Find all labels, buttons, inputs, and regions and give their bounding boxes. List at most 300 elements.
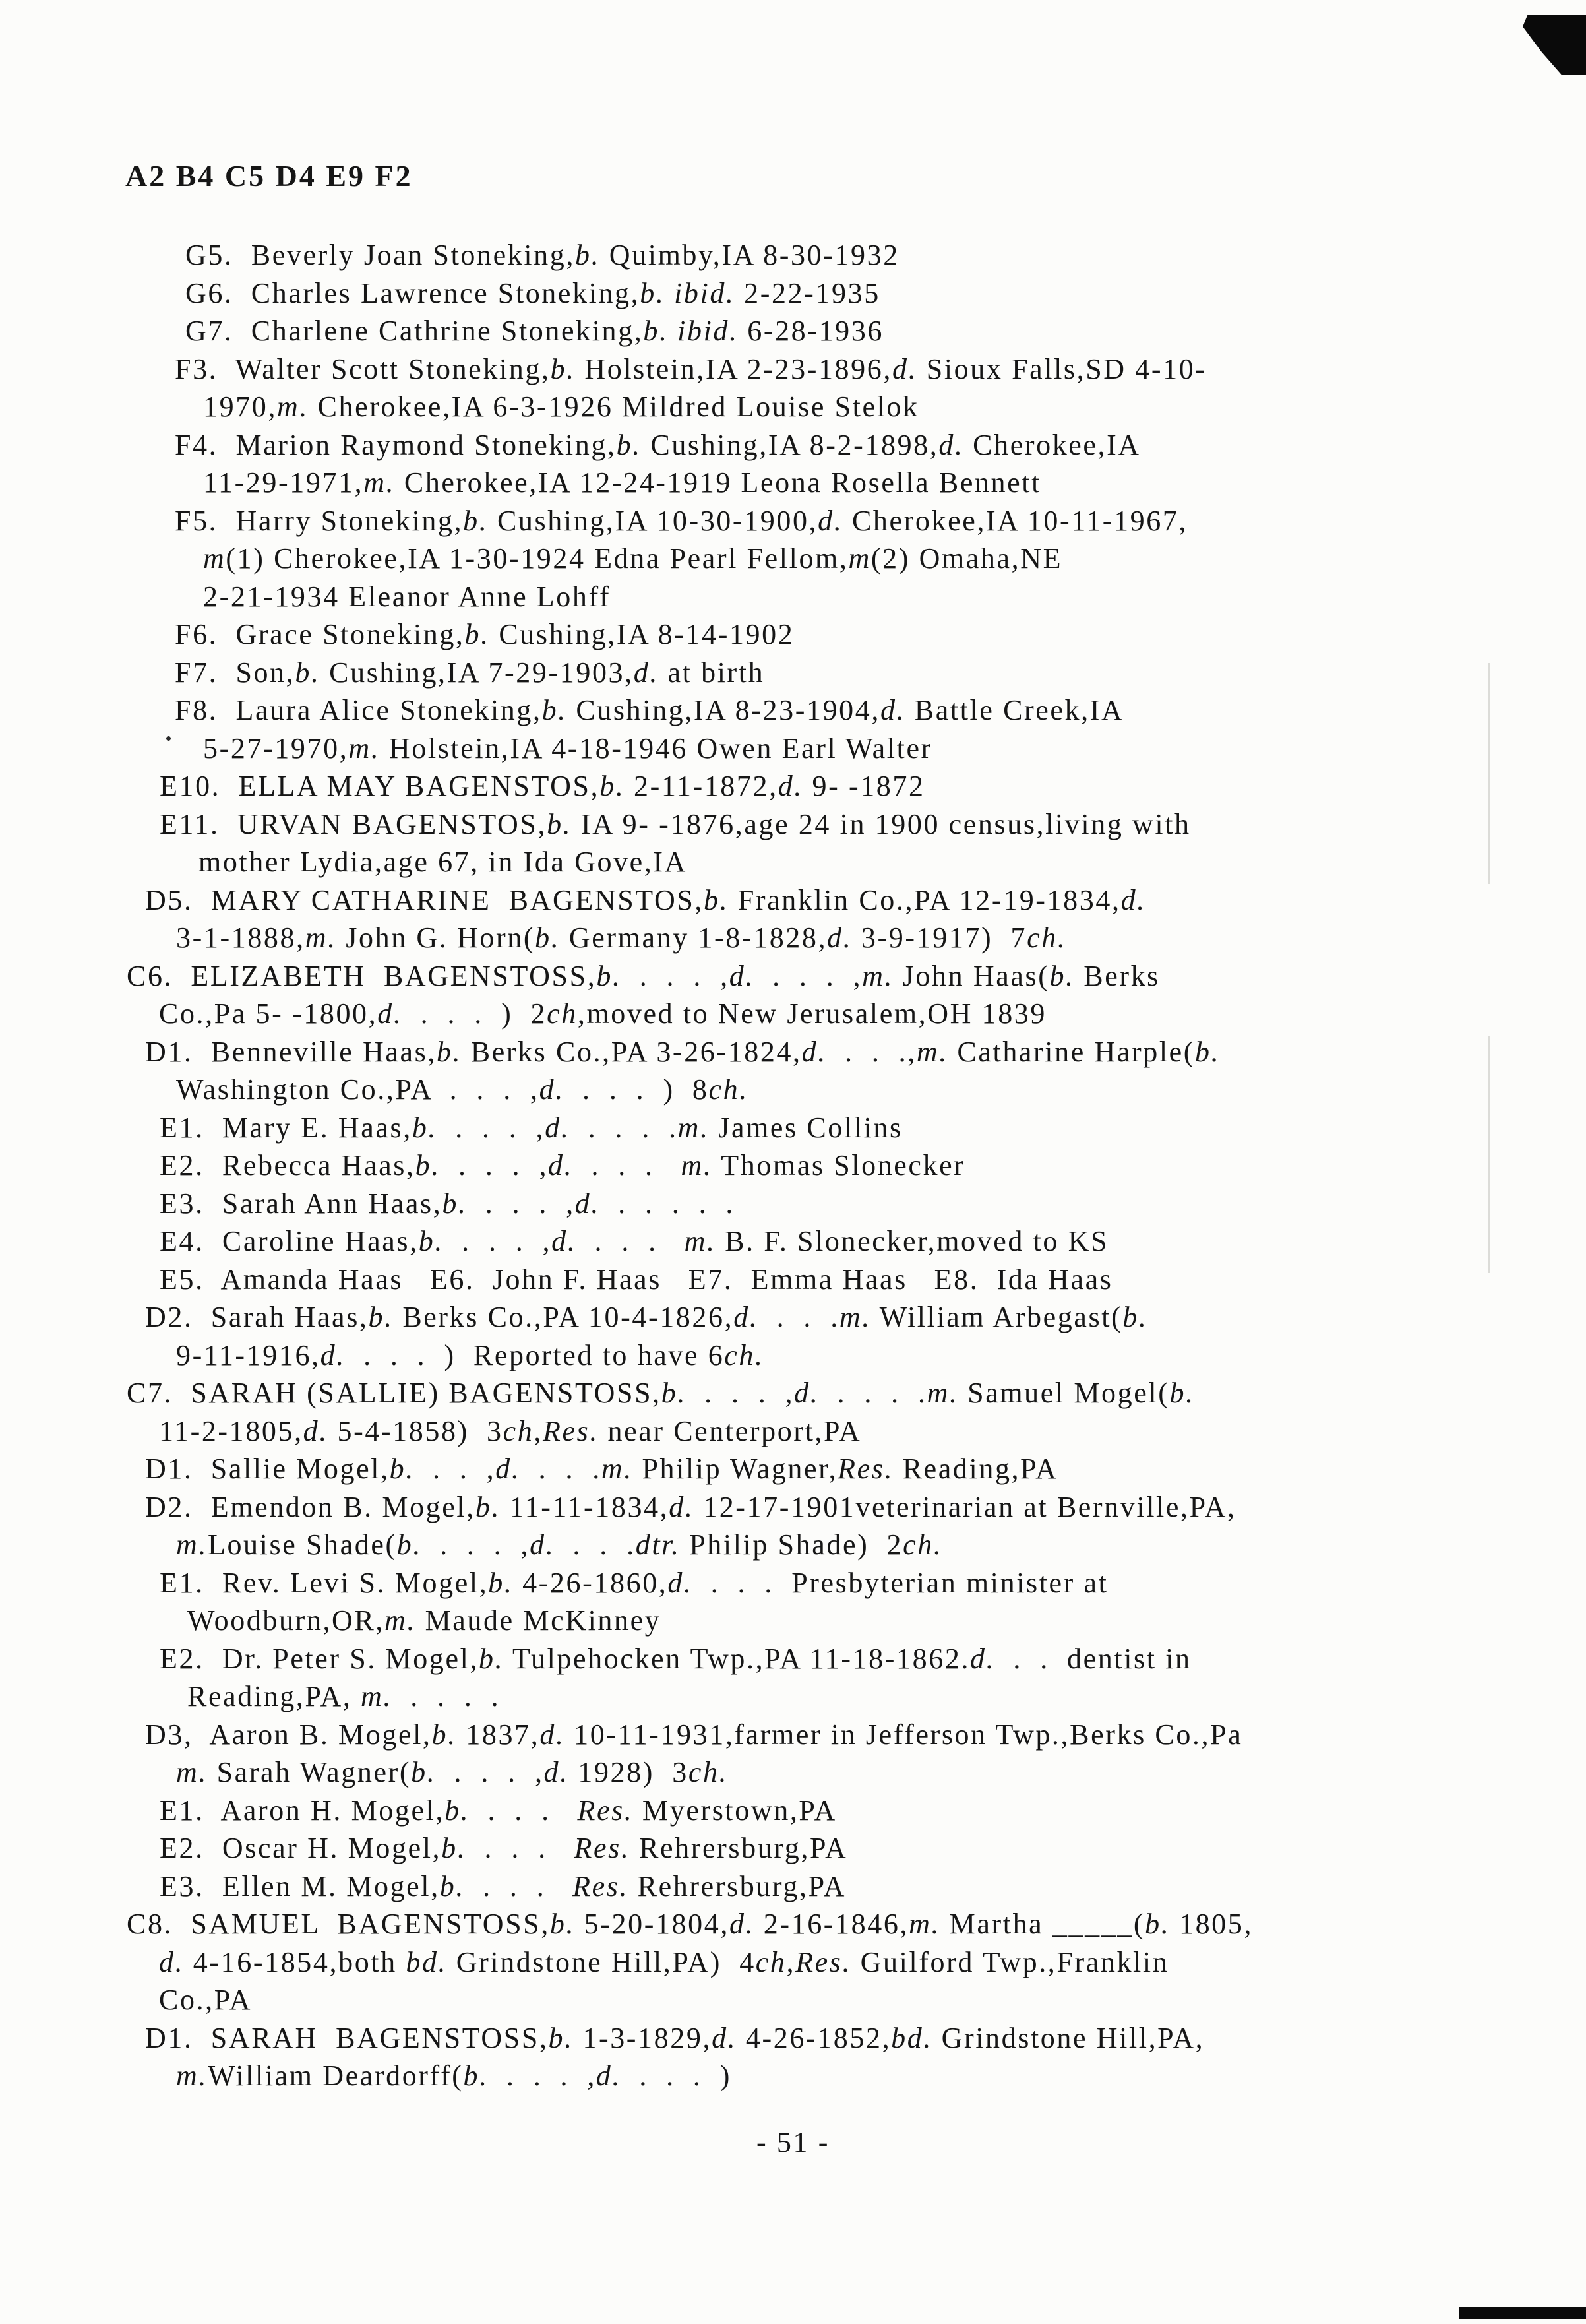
text-segment: b. xyxy=(441,1832,467,1864)
text-line xyxy=(0,691,1586,730)
text-segment: ch. xyxy=(1027,922,1067,954)
text-segment: b. xyxy=(463,504,489,537)
text-segment: E3. Ellen M. Mogel, xyxy=(160,1869,440,1902)
text-segment: . . . . xyxy=(570,1111,678,1144)
text-segment: d. xyxy=(595,2059,622,2092)
text-segment: b. xyxy=(547,807,572,840)
text-segment: 1837, xyxy=(456,1718,540,1751)
text-segment: . . . Presbyterian minister at xyxy=(692,1566,1109,1599)
text-line xyxy=(0,274,1586,313)
text-segment: E3. Sarah Ann Haas, xyxy=(160,1187,442,1220)
text-line xyxy=(0,1222,1586,1261)
text-segment: d. xyxy=(530,1528,555,1561)
text-segment: Holstein,IA 4-18-1946 Owen Earl Walter xyxy=(380,732,932,765)
text-line xyxy=(0,236,1586,274)
text-segment xyxy=(669,315,678,347)
text-segment: 1805, xyxy=(1170,1908,1253,1940)
text-segment: D1. SARAH BAGENSTOSS, xyxy=(145,2021,549,2054)
text-segment: . . . , xyxy=(488,2059,596,2092)
text-segment: d. xyxy=(545,1111,570,1144)
text-segment: b. xyxy=(1122,1301,1148,1333)
text-segment: . . . xyxy=(470,1794,578,1827)
text-line xyxy=(0,730,1586,768)
text-segment: E4. Caroline Haas, xyxy=(160,1225,419,1257)
text-segment: m. xyxy=(176,1756,208,1788)
text-segment: . . . ) xyxy=(621,2059,731,2092)
text-segment: . . . xyxy=(520,1453,601,1485)
text-segment: m. xyxy=(916,1035,948,1068)
text-line xyxy=(0,1981,1586,2019)
text-segment: . . dentist in xyxy=(995,1642,1192,1675)
text-segment: m. xyxy=(277,391,309,423)
text-line xyxy=(0,350,1586,389)
text-segment: D3, Aaron B. Mogel, xyxy=(145,1718,432,1751)
text-line xyxy=(0,805,1586,844)
text-segment: b. xyxy=(704,883,729,916)
text-line xyxy=(0,1868,1586,1906)
text-segment: d. xyxy=(574,1187,600,1220)
text-line xyxy=(0,2019,1586,2057)
text-segment: . . . ) 2 xyxy=(402,997,547,1030)
text-segment: m. xyxy=(677,1111,710,1144)
text-segment: d. xyxy=(539,1718,565,1751)
text-line xyxy=(0,1412,1586,1451)
text-line xyxy=(0,1602,1586,1640)
text-segment: F5. Harry Stoneking, xyxy=(175,504,464,537)
text-segment: ibid. xyxy=(677,315,739,347)
text-line xyxy=(0,1753,1586,1792)
text-segment: d. xyxy=(970,1642,996,1675)
text-segment: G6. Charles Lawrence Stoneking, xyxy=(185,276,640,309)
text-segment: m xyxy=(848,542,871,575)
text-segment: . . . , xyxy=(467,1187,575,1220)
text-segment: William Deardorff( xyxy=(207,2059,464,2092)
text-segment: . . , xyxy=(414,1453,496,1485)
text-segment: . . . ) Reported to have 6 xyxy=(345,1338,725,1371)
text-segment: m. xyxy=(176,1528,208,1561)
text-segment: d. xyxy=(495,1453,521,1485)
text-segment: Samuel Mogel( xyxy=(958,1377,1170,1409)
text-segment: Tulpehocken Twp.,PA 11-18-1862. xyxy=(504,1642,971,1675)
text-segment: . . ., xyxy=(826,1035,917,1068)
text-segment: b. xyxy=(550,352,576,385)
text-segment: Woodburn,OR, xyxy=(187,1604,384,1637)
text-line xyxy=(0,502,1586,540)
text-segment: Louise Shade( xyxy=(207,1528,397,1561)
text-segment: m. xyxy=(909,1908,941,1940)
text-segment: b. xyxy=(442,1187,468,1220)
text-segment: m. xyxy=(681,1149,713,1181)
text-segment: . . . , xyxy=(686,1377,795,1409)
text-segment: b. xyxy=(541,694,567,726)
text-segment: . . . , xyxy=(436,1756,544,1788)
text-segment: James Collins xyxy=(709,1111,903,1144)
text-segment: Res. xyxy=(838,1453,894,1485)
text-segment: E11. URVAN BAGENSTOS, xyxy=(160,807,547,840)
text-line xyxy=(0,1564,1586,1602)
generation-code-header: A2 B4 C5 D4 E9 F2 xyxy=(125,159,413,193)
text-segment: C8. SAMUEL BAGENSTOSS, xyxy=(127,1908,550,1940)
text-segment: F7. Son, xyxy=(175,656,295,689)
text-segment: b. xyxy=(640,276,665,309)
text-segment: b. xyxy=(389,1453,415,1485)
text-segment: m. xyxy=(348,732,381,765)
text-segment: John G. Horn( xyxy=(336,922,535,954)
text-segment: Catharine Harple( xyxy=(948,1035,1196,1068)
text-segment xyxy=(665,277,674,309)
scan-edge-line xyxy=(1488,1036,1490,1273)
text-segment: , xyxy=(534,1414,543,1447)
text-segment: ch xyxy=(503,1414,534,1447)
text-segment: Res. xyxy=(574,1832,630,1864)
text-segment: . . . xyxy=(466,1832,574,1864)
text-segment: bd. xyxy=(891,2021,932,2054)
text-segment: ch. xyxy=(724,1338,764,1371)
text-segment: b. xyxy=(1169,1377,1195,1409)
text-segment: b. xyxy=(599,770,625,802)
text-segment: 4-26-1860, xyxy=(513,1566,668,1599)
text-segment: b. xyxy=(643,315,669,347)
text-segment: 6-28-1936 xyxy=(738,315,884,347)
text-segment: 4-16-1854,both xyxy=(184,1945,406,1978)
text-segment: b. xyxy=(295,656,320,689)
text-segment: d. xyxy=(827,922,853,954)
text-segment: ch. xyxy=(708,1073,748,1106)
text-segment: 4-26-1852, xyxy=(737,2021,892,2054)
text-line xyxy=(0,843,1586,881)
text-segment: G7. Charlene Cathrine Stoneking, xyxy=(185,315,644,347)
text-segment: . . . xyxy=(758,1301,839,1333)
text-segment: d. xyxy=(669,1490,694,1523)
text-segment: . . . . xyxy=(392,1680,501,1712)
text-segment: b. xyxy=(548,2021,574,2054)
text-segment: Philip Wagner, xyxy=(632,1453,838,1485)
text-segment: , xyxy=(786,1945,796,1978)
scan-stray-dot xyxy=(166,736,171,741)
text-line xyxy=(0,1943,1586,1982)
text-segment: m. xyxy=(361,1680,393,1712)
text-segment: 5-27-1970, xyxy=(203,732,349,765)
text-segment: 1928) 3 xyxy=(568,1756,688,1788)
text-segment: Cushing,IA 8-2-1898, xyxy=(641,428,939,461)
text-line xyxy=(0,995,1586,1033)
text-segment: Cherokee,IA 10-11-1967, xyxy=(843,504,1188,537)
text-segment: E2. Oscar H. Mogel, xyxy=(160,1832,442,1864)
text-segment: (2) Omaha,NE xyxy=(870,542,1063,575)
text-line xyxy=(0,1450,1586,1488)
text-segment: at birth xyxy=(658,656,765,689)
text-segment: 1-3-1829, xyxy=(573,2021,712,2054)
text-segment: ,moved to New Jerusalem,OH 1839 xyxy=(577,997,1047,1030)
text-segment: d. xyxy=(633,656,659,689)
text-segment: b. xyxy=(368,1301,394,1333)
page-number: - 51 - xyxy=(756,2126,830,2158)
text-segment: Res. xyxy=(542,1414,599,1447)
text-segment: D2. Emendon B. Mogel, xyxy=(145,1490,475,1523)
text-segment: D1. Sallie Mogel, xyxy=(145,1453,390,1485)
text-segment: F8. Laura Alice Stoneking, xyxy=(175,694,542,726)
text-segment: m. xyxy=(363,466,396,499)
text-line xyxy=(0,1374,1586,1412)
text-segment: b. xyxy=(415,1149,441,1181)
text-segment: (1) Cherokee,IA 1-30-1924 Edna Pearl Fellom, xyxy=(226,542,849,575)
text-line xyxy=(0,1146,1586,1185)
text-segment: d. xyxy=(377,997,403,1030)
text-segment: E2. Dr. Peter S. Mogel, xyxy=(160,1642,479,1675)
text-segment: F3. Walter Scott Stoneking, xyxy=(175,352,551,385)
text-segment: F6. Grace Stoneking, xyxy=(175,618,465,650)
text-segment: Franklin Co.,PA 12-19-1834, xyxy=(729,883,1121,916)
text-segment: . . . , xyxy=(437,1111,545,1144)
text-segment: . . . , xyxy=(754,959,863,992)
text-segment: d. xyxy=(938,428,964,461)
text-segment: . . . xyxy=(555,1528,636,1561)
text-segment: C6. ELIZABETH BAGENSTOSS, xyxy=(127,959,597,992)
text-segment: Cherokee,IA xyxy=(963,428,1141,461)
text-segment: 2-22-1935 xyxy=(735,276,880,309)
text-line xyxy=(0,1792,1586,1830)
text-segment: b. xyxy=(396,1528,422,1561)
text-segment: m. xyxy=(684,1225,716,1257)
text-segment: 9- -1872 xyxy=(803,770,925,802)
text-segment: Res. xyxy=(572,1869,629,1902)
text-line xyxy=(0,312,1586,350)
text-segment: b. xyxy=(411,1756,437,1788)
text-segment: 5-20-1804, xyxy=(575,1908,729,1940)
text-segment: F4. Marion Raymond Stoneking, xyxy=(175,428,617,461)
text-segment: mother Lydia,age 67, in Ida Gove,IA xyxy=(198,846,688,878)
scan-edge-line xyxy=(1488,663,1490,884)
text-segment: E2. Rebecca Haas, xyxy=(160,1149,415,1181)
text-segment: Rehrersburg,PA xyxy=(628,1869,846,1902)
text-segment: Berks Co.,PA 3-26-1824, xyxy=(462,1035,802,1068)
text-line xyxy=(0,540,1586,578)
text-segment: b. xyxy=(574,239,601,271)
text-segment: dtr. xyxy=(635,1528,681,1561)
text-segment: Cushing,IA 7-29-1903, xyxy=(320,656,634,689)
text-segment: ch. xyxy=(688,1756,729,1788)
text-line xyxy=(0,1261,1586,1299)
text-segment: E5. Amanda Haas E6. John F. Haas E7. Emma Haas E8. Ida Haas xyxy=(160,1263,1113,1296)
text-segment: d. xyxy=(729,959,754,992)
text-segment: b. xyxy=(439,1869,465,1902)
text-segment: Co.,Pa 5- -1800, xyxy=(159,997,378,1030)
text-segment: m. xyxy=(862,959,894,992)
text-segment: d. xyxy=(892,352,918,385)
text-segment: m. xyxy=(305,922,337,954)
text-line xyxy=(0,1640,1586,1678)
text-segment: William Arbegast( xyxy=(870,1301,1123,1333)
text-segment: . . . . xyxy=(819,1377,927,1409)
text-segment: m. xyxy=(839,1301,871,1333)
text-segment: near Centerport,PA xyxy=(598,1414,862,1447)
text-segment: Grindstone Hill,PA, xyxy=(932,2021,1205,2054)
text-line xyxy=(0,1298,1586,1336)
text-segment: . . . ) 8 xyxy=(564,1073,709,1106)
text-segment: . . . , xyxy=(443,1225,552,1257)
text-segment: d. xyxy=(712,2021,737,2054)
text-line xyxy=(0,1526,1586,1564)
text-line xyxy=(0,1071,1586,1109)
text-segment: b. xyxy=(535,922,561,954)
text-segment: IA 9- -1876,age 24 in 1900 census,living with xyxy=(572,807,1191,840)
text-segment: Sarah Wagner( xyxy=(207,1756,412,1788)
text-segment: D2. Sarah Haas, xyxy=(145,1301,369,1333)
text-segment: b. xyxy=(475,1490,501,1523)
text-line xyxy=(0,464,1586,502)
scan-artifact-bottom-bar xyxy=(1459,2307,1586,2319)
text-segment: d. xyxy=(778,770,803,802)
text-segment: m. xyxy=(601,1453,633,1485)
text-segment: d. xyxy=(733,1301,759,1333)
text-segment: Washington Co.,PA . . . , xyxy=(176,1073,539,1106)
text-segment: 2-16-1846, xyxy=(754,1908,909,1940)
text-segment: Holstein,IA 2-23-1896, xyxy=(575,352,892,385)
text-segment: 2-11-1872, xyxy=(625,770,778,802)
text-segment: . . . , xyxy=(440,1149,549,1181)
text-segment: Res. xyxy=(795,1945,852,1978)
text-segment: . . . , xyxy=(421,1528,530,1561)
text-segment: d. xyxy=(880,694,906,726)
text-segment: Cherokee,IA 6-3-1926 Mildred Louise Stelok xyxy=(308,391,919,423)
text-line xyxy=(0,1336,1586,1375)
text-segment: 5-4-1858) 3 xyxy=(328,1414,503,1447)
text-segment: Reading,PA xyxy=(894,1453,1058,1485)
text-segment: b. xyxy=(412,1111,438,1144)
text-segment: Thomas Slonecker xyxy=(712,1149,965,1181)
text-segment: d. xyxy=(159,1945,185,1978)
text-segment: Berks Co.,PA 10-4-1826, xyxy=(393,1301,734,1333)
text-segment: E1. Rev. Levi S. Mogel, xyxy=(160,1566,489,1599)
text-line xyxy=(0,2057,1586,2095)
text-segment: d. xyxy=(539,1073,564,1106)
text-segment: 2-21-1934 Eleanor Anne Lohff xyxy=(203,580,611,613)
text-line xyxy=(0,1678,1586,1716)
text-segment: bd. xyxy=(406,1945,448,1978)
text-segment: m. xyxy=(927,1377,959,1409)
text-segment: d. xyxy=(548,1149,574,1181)
text-segment: G5. Beverly Joan Stoneking, xyxy=(185,239,575,271)
text-segment: d. xyxy=(303,1414,328,1447)
text-segment: Philip Shade) 2 xyxy=(680,1528,903,1561)
scan-artifact-corner xyxy=(1523,15,1586,75)
text-line xyxy=(0,578,1586,616)
text-segment: Maude McKinney xyxy=(415,1604,661,1637)
text-segment: b. xyxy=(436,1035,462,1068)
text-segment: . . . xyxy=(576,1225,685,1257)
text-segment: Martha _____( xyxy=(940,1908,1145,1940)
text-segment: Co.,PA xyxy=(159,1984,253,2016)
text-line xyxy=(0,1905,1586,1943)
text-segment: ch xyxy=(755,1945,787,1978)
text-segment: ch. xyxy=(903,1528,943,1561)
text-line xyxy=(0,1829,1586,1868)
text-segment: E1. Mary E. Haas, xyxy=(160,1111,412,1144)
text-segment: b. xyxy=(1195,1035,1221,1068)
text-segment: Germany 1-8-1828, xyxy=(560,922,828,954)
text-segment: C7. SARAH (SALLIE) BAGENSTOSS, xyxy=(127,1377,661,1409)
text-segment: . . . xyxy=(464,1869,573,1902)
text-segment: 9-11-1916, xyxy=(176,1338,320,1371)
text-segment: d. xyxy=(818,504,843,537)
text-segment: Cherokee,IA 12-24-1919 Leona Rosella Bennett xyxy=(395,466,1041,499)
text-segment: John Haas( xyxy=(894,959,1050,992)
text-segment: b. xyxy=(1145,1908,1171,1940)
text-segment: d. xyxy=(1120,883,1146,916)
text-line xyxy=(0,615,1586,654)
text-segment: Rehrersburg,PA xyxy=(630,1832,848,1864)
text-line xyxy=(0,654,1586,692)
text-segment: Cushing,IA 8-14-1902 xyxy=(489,618,795,650)
text-segment: b. xyxy=(431,1718,457,1751)
text-segment: . . . xyxy=(573,1149,681,1181)
text-line xyxy=(0,957,1586,995)
text-segment: Guilford Twp.,Franklin xyxy=(851,1945,1169,1978)
text-segment: m xyxy=(203,542,226,575)
text-segment: 11-29-1971, xyxy=(203,466,364,499)
text-segment: m. xyxy=(384,1604,416,1637)
text-segment: 11-2-1805, xyxy=(159,1414,303,1447)
text-segment: d. xyxy=(320,1338,346,1371)
text-line xyxy=(0,1109,1586,1147)
text-segment: b. xyxy=(463,2059,489,2092)
text-segment: Res. xyxy=(577,1794,634,1827)
text-line xyxy=(0,919,1586,957)
text-segment: d. xyxy=(801,1035,827,1068)
text-line xyxy=(0,881,1586,920)
text-segment: ibid. xyxy=(674,276,735,309)
text-segment: 10-11-1931,farmer in Jefferson Twp.,Berks Co.,Pa xyxy=(564,1718,1243,1751)
text-segment: d. xyxy=(551,1225,577,1257)
text-segment: . . . . . xyxy=(599,1187,735,1220)
text-line xyxy=(0,1716,1586,1754)
text-segment: 1970, xyxy=(203,391,277,423)
text-segment: D1. Benneville Haas, xyxy=(145,1035,437,1068)
text-segment: 12-17-1901veterinarian at Bernville,PA, xyxy=(694,1490,1236,1523)
text-line xyxy=(0,1185,1586,1223)
text-line xyxy=(0,426,1586,464)
text-line xyxy=(0,1033,1586,1071)
text-segment: E1. Aaron H. Mogel, xyxy=(160,1794,445,1827)
text-line xyxy=(0,388,1586,426)
text-segment: Sioux Falls,SD 4-10- xyxy=(917,352,1207,385)
text-segment: D5. MARY CATHARINE BAGENSTOS, xyxy=(145,883,704,916)
text-segment: ch xyxy=(547,997,578,1030)
text-body xyxy=(0,236,1586,2095)
text-segment: b. xyxy=(479,1642,504,1675)
text-line xyxy=(0,1488,1586,1526)
text-segment: b. xyxy=(444,1794,470,1827)
text-segment: 3-1-1888, xyxy=(176,922,305,954)
text-segment: b. xyxy=(418,1225,444,1257)
text-segment: b. xyxy=(616,428,642,461)
text-segment: d. xyxy=(543,1756,569,1788)
text-segment: Berks xyxy=(1074,959,1160,992)
text-segment: b. xyxy=(464,618,490,650)
text-segment: . . . , xyxy=(621,959,729,992)
text-segment: Cushing,IA 8-23-1904, xyxy=(566,694,880,726)
text-segment: d. xyxy=(729,1908,755,1940)
text-segment: b. xyxy=(1049,959,1075,992)
text-segment: B. F. Slonecker,moved to KS xyxy=(716,1225,1109,1257)
text-segment: b. xyxy=(488,1566,514,1599)
text-segment: Quimby,IA 8-30-1932 xyxy=(600,239,900,271)
text-segment: Cushing,IA 10-30-1900, xyxy=(488,504,818,537)
text-segment: 11-11-1834, xyxy=(501,1490,669,1523)
text-segment: b. xyxy=(549,1908,576,1940)
text-segment: 3-9-1917) 7 xyxy=(852,922,1027,954)
text-segment: b. xyxy=(661,1377,686,1409)
